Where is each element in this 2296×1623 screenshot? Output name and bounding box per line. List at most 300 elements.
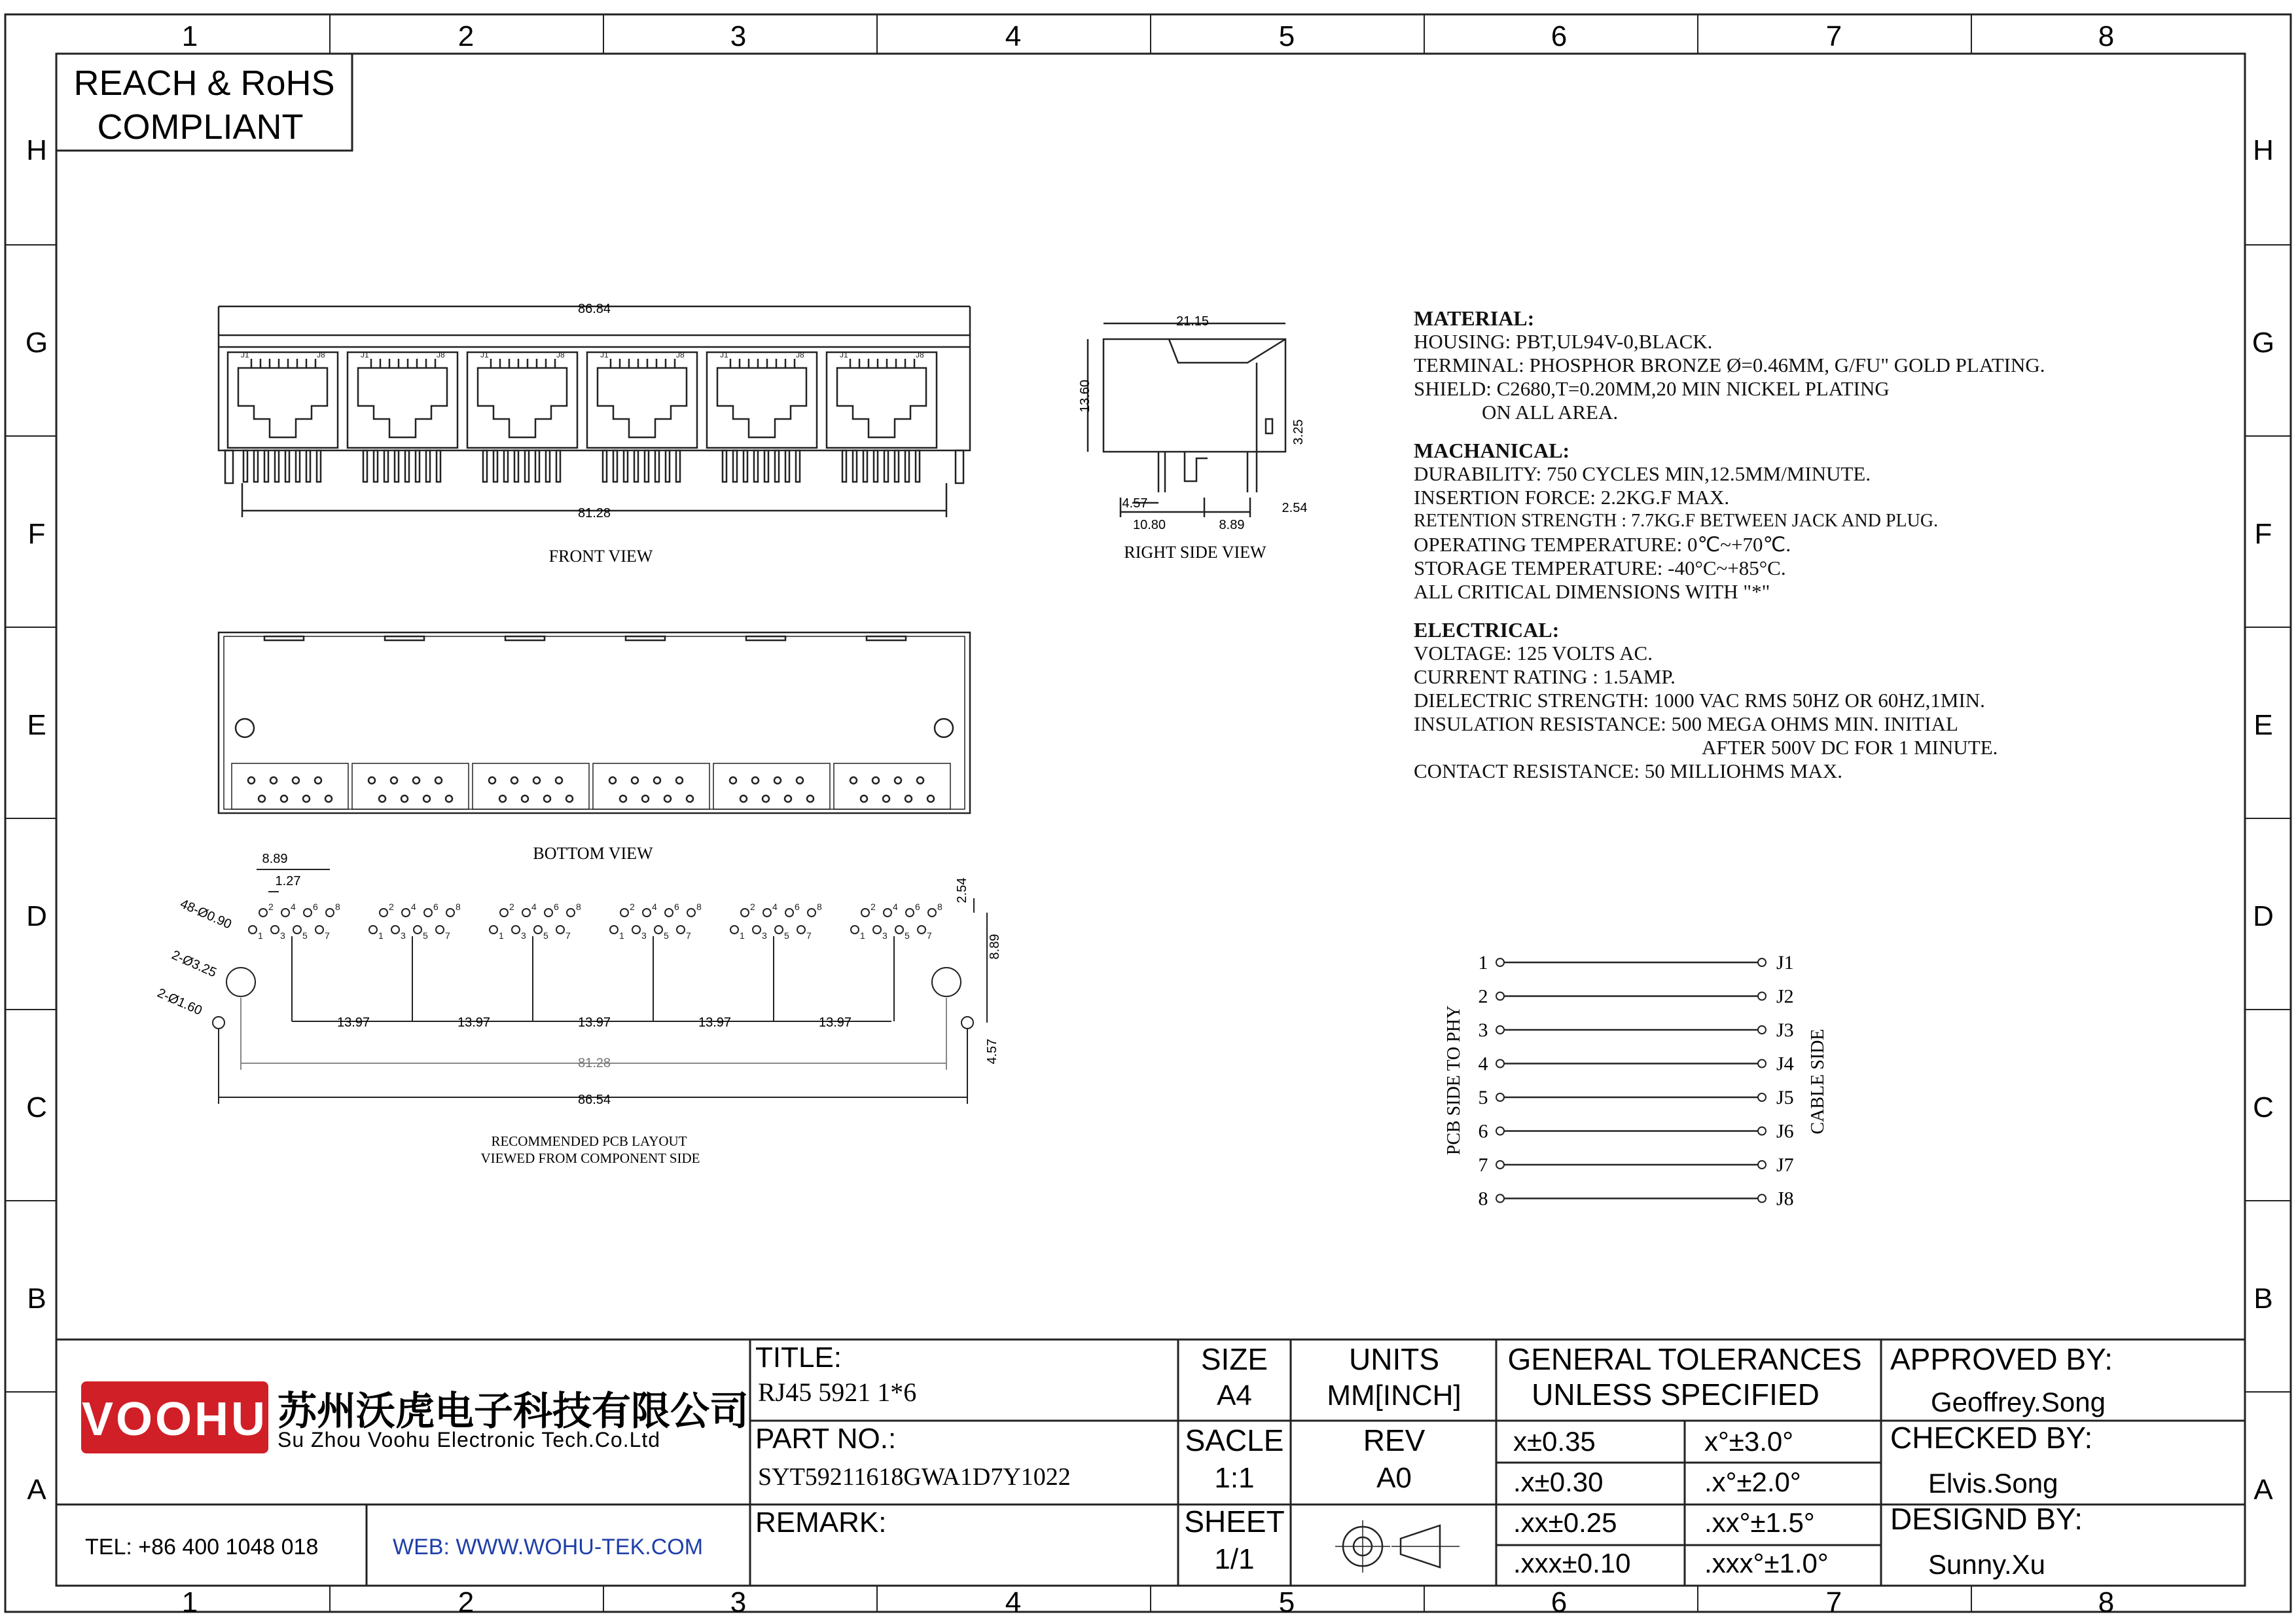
mechanical-line: RETENTION STRENGTH : 7.7KG.F BETWEEN JACK AND PLUG. bbox=[1414, 511, 1939, 531]
wire-jack-label: J2 bbox=[1776, 985, 1794, 1008]
port-label-j1: J1 bbox=[361, 350, 369, 359]
pcb-pin-number: 1 bbox=[619, 930, 624, 941]
pcb-hole bbox=[512, 926, 520, 934]
pin-leg bbox=[395, 450, 399, 482]
pin-leg bbox=[655, 450, 659, 482]
wiring-right-label: CABLE SIDE bbox=[1808, 1029, 1828, 1135]
pcb-hole bbox=[414, 926, 422, 934]
wire-terminal-left bbox=[1496, 1127, 1504, 1135]
wire-pin-number: 5 bbox=[1478, 1087, 1488, 1108]
title-label: TITLE: bbox=[755, 1341, 842, 1374]
electrical-line: CURRENT RATING : 1.5AMP. bbox=[1414, 665, 1676, 688]
zone-row-label-left: F bbox=[27, 518, 46, 550]
pin-leg bbox=[384, 450, 388, 482]
zone-col-label-top: 5 bbox=[1278, 20, 1295, 52]
front-port bbox=[707, 352, 817, 448]
wire-terminal-left bbox=[1496, 1026, 1504, 1034]
side-1080-dim: 10.80 bbox=[1132, 518, 1166, 532]
scale-label: SACLE bbox=[1185, 1423, 1284, 1457]
part-label: PART NO.: bbox=[755, 1423, 897, 1455]
pcb-hole bbox=[271, 926, 279, 934]
pin-leg bbox=[723, 450, 726, 482]
pcb-hole bbox=[741, 909, 749, 917]
pcb-457-dim: 4.57 bbox=[985, 1038, 999, 1065]
pcb-pin-number: 5 bbox=[905, 930, 910, 941]
pcb-pin-number: 8 bbox=[456, 902, 461, 912]
pcb-hole bbox=[391, 926, 399, 934]
pin-leg bbox=[645, 450, 649, 482]
zone-row-label-left: C bbox=[26, 1091, 47, 1123]
pin-leg bbox=[895, 450, 899, 482]
bottom-pin bbox=[905, 795, 912, 802]
side-325-dim: 3.25 bbox=[1291, 419, 1306, 445]
pcb-pin-number: 3 bbox=[401, 930, 406, 941]
approved-label: APPROVED BY: bbox=[1890, 1342, 2113, 1376]
pcb-hole3-label: 2-Ø1.60 bbox=[154, 985, 204, 1019]
pin-leg bbox=[785, 450, 789, 482]
pin-leg bbox=[853, 450, 857, 482]
bottom-pin bbox=[391, 777, 397, 784]
pcb-pin-number: 8 bbox=[696, 902, 702, 912]
tol-label-1: GENERAL TOLERANCES bbox=[1507, 1342, 1862, 1376]
pcb-pin-number: 7 bbox=[565, 930, 571, 941]
electrical-section bbox=[1414, 618, 2199, 783]
pcb-pin-number: 4 bbox=[772, 902, 778, 912]
bottom-pin bbox=[499, 795, 506, 802]
tolerance-linear: .xx±0.25 bbox=[1513, 1507, 1617, 1538]
pin-leg bbox=[317, 450, 321, 482]
pin-leg bbox=[754, 450, 758, 482]
mechanical-line: DURABILITY: 750 CYCLES MIN,12.5MM/MINUTE. bbox=[1414, 462, 1871, 485]
bottom-pin bbox=[632, 777, 638, 784]
bottom-pin bbox=[752, 777, 759, 784]
pin-leg bbox=[426, 450, 430, 482]
bottom-pin bbox=[435, 777, 442, 784]
port-label-j1: J1 bbox=[840, 350, 848, 359]
wire-terminal-left bbox=[1496, 1161, 1504, 1169]
bottom-view bbox=[219, 632, 970, 813]
port-label-j8: J8 bbox=[796, 350, 804, 359]
zone-row-label-right: F bbox=[2254, 518, 2272, 550]
right-side-view-label: RIGHT SIDE VIEW bbox=[1124, 543, 1266, 562]
zone-row-label-right: A bbox=[2253, 1474, 2273, 1506]
zone-row-label-left: D bbox=[26, 900, 47, 932]
bottom-pin bbox=[533, 777, 540, 784]
pin-leg bbox=[254, 450, 258, 482]
pcb-hole bbox=[545, 909, 552, 917]
title-value: RJ45 5921 1*6 bbox=[758, 1377, 917, 1407]
pcb-hole bbox=[895, 926, 903, 934]
rev-value: A0 bbox=[1376, 1462, 1412, 1494]
pin-leg bbox=[634, 450, 638, 482]
pin-leg bbox=[504, 450, 508, 482]
pcb-pin-number: 4 bbox=[291, 902, 296, 912]
pcb-hole2-label: 2-Ø3.25 bbox=[169, 947, 219, 981]
shield-leg bbox=[225, 450, 233, 483]
zone-col-label-bottom: 7 bbox=[1825, 1586, 1842, 1618]
pcb-hole bbox=[753, 926, 761, 934]
pin-leg bbox=[416, 450, 420, 482]
pcb-hole bbox=[249, 926, 257, 934]
tolerance-angular: .xx°±1.5° bbox=[1704, 1507, 1815, 1538]
wire-terminal-right bbox=[1758, 1127, 1766, 1135]
size-label: SIZE bbox=[1200, 1342, 1268, 1376]
front-width-dim: 86.84 bbox=[577, 302, 611, 316]
pin-leg bbox=[666, 450, 670, 482]
pin-leg bbox=[493, 450, 497, 482]
port-label-j8: J8 bbox=[676, 350, 685, 359]
zone-row-label-right: G bbox=[2251, 327, 2275, 359]
zone-col-label-top: 1 bbox=[181, 20, 198, 52]
wire-jack-label: J3 bbox=[1776, 1019, 1794, 1041]
bottom-pin bbox=[807, 795, 814, 802]
tolerance-angular: .x°±2.0° bbox=[1704, 1467, 1801, 1497]
electrical-line: AFTER 500V DC FOR 1 MINUTE. bbox=[1702, 736, 1998, 759]
wire-pin-number: 2 bbox=[1478, 985, 1488, 1008]
zone-row-label-right: H bbox=[2253, 134, 2274, 166]
pcb-pin-number: 1 bbox=[378, 930, 384, 941]
pcb-pin-number: 3 bbox=[641, 930, 647, 941]
wiring-left-label: PCB SIDE TO PHY bbox=[1444, 1005, 1464, 1156]
bottom-view-label: BOTTOM VIEW bbox=[533, 844, 653, 863]
approved-value: Geoffrey.Song bbox=[1931, 1387, 2106, 1417]
port-label-j1: J1 bbox=[600, 350, 609, 359]
pin-leg bbox=[514, 450, 518, 482]
pcb-hole bbox=[281, 909, 289, 917]
pin-leg bbox=[796, 450, 800, 482]
zone-col-label-bottom: 5 bbox=[1278, 1586, 1295, 1618]
pcb-hole bbox=[293, 926, 301, 934]
pcb-1397-dim-1: 13.97 bbox=[336, 1015, 370, 1030]
pcb-pin-number: 4 bbox=[411, 902, 416, 912]
pcb-pin-number: 2 bbox=[389, 902, 394, 912]
pin-leg bbox=[744, 450, 747, 482]
company-cn: 苏州沃虎电子科技有限公司 bbox=[278, 1389, 749, 1433]
pcb-hole bbox=[873, 926, 881, 934]
bottom-pin bbox=[511, 777, 518, 784]
zone-col-label-bottom: 8 bbox=[2098, 1586, 2115, 1618]
pcb-pin-number: 8 bbox=[817, 902, 822, 912]
pcb-hole bbox=[775, 926, 783, 934]
pcb-pin-number: 8 bbox=[576, 902, 581, 912]
zone-row-label-right: E bbox=[2253, 709, 2273, 741]
zone-row-label-right: C bbox=[2253, 1091, 2274, 1123]
pcb-pin-number: 7 bbox=[927, 930, 932, 941]
port-label-j1: J1 bbox=[720, 350, 728, 359]
bottom-pin bbox=[895, 777, 901, 784]
pcb-pin-number: 2 bbox=[750, 902, 755, 912]
bottom-pin bbox=[872, 777, 879, 784]
pin-leg bbox=[764, 450, 768, 482]
pin-leg bbox=[405, 450, 409, 482]
tolerance-linear: .x±0.30 bbox=[1513, 1467, 1604, 1497]
wire-pin-number: 6 bbox=[1478, 1120, 1488, 1142]
pcb-254-dim: 2.54 bbox=[955, 877, 969, 903]
port-label-j1: J1 bbox=[480, 350, 489, 359]
pcb-hole bbox=[556, 926, 564, 934]
pin-leg bbox=[884, 450, 888, 482]
bottom-pin bbox=[446, 795, 452, 802]
material-heading: MATERIAL: bbox=[1414, 306, 1535, 330]
pin-field bbox=[593, 763, 709, 809]
electrical-line: DIELECTRIC STRENGTH: 1000 VAC RMS 50HZ OR 60HZ,1MIN. bbox=[1414, 689, 1985, 712]
web-link[interactable]: WEB: WWW.WOHU-TEK.COM bbox=[393, 1535, 704, 1559]
wire-terminal-right bbox=[1758, 1195, 1766, 1203]
zone-col-label-bottom: 1 bbox=[181, 1586, 198, 1618]
pcb-pin-number: 2 bbox=[870, 902, 876, 912]
right-side-view bbox=[1088, 323, 1285, 517]
zone-col-label-top: 7 bbox=[1825, 20, 1842, 52]
wire-jack-label: J7 bbox=[1776, 1154, 1794, 1176]
pcb-hole bbox=[304, 909, 312, 917]
pcb-pin-number: 3 bbox=[762, 930, 767, 941]
side-889-dim: 8.89 bbox=[1219, 518, 1245, 532]
pin-field bbox=[352, 763, 469, 809]
pcb-hole bbox=[884, 909, 891, 917]
pcb-mount-hole bbox=[932, 968, 961, 996]
pcb-hole bbox=[259, 909, 267, 917]
zone-col-label-bottom: 3 bbox=[730, 1586, 747, 1618]
wire-terminal-right bbox=[1758, 1161, 1766, 1169]
side-254-dim: 2.54 bbox=[1282, 501, 1308, 515]
material-section bbox=[1414, 306, 2199, 424]
bottom-pin bbox=[489, 777, 495, 784]
pcb-pin-number: 7 bbox=[445, 930, 450, 941]
shield-leg bbox=[956, 450, 963, 483]
designed-value: Sunny.Xu bbox=[1928, 1549, 2046, 1580]
scale-value: 1:1 bbox=[1214, 1462, 1255, 1494]
pcb-pin-number: 7 bbox=[325, 930, 330, 941]
wire-jack-label: J4 bbox=[1776, 1053, 1794, 1075]
wire-terminal-left bbox=[1496, 1195, 1504, 1203]
pcb-1397-dim-4: 13.97 bbox=[698, 1015, 732, 1030]
latch-slot bbox=[746, 636, 785, 640]
pcb-hole bbox=[906, 909, 914, 917]
pin-leg bbox=[613, 450, 617, 482]
port-opening bbox=[478, 368, 567, 437]
latch-slot bbox=[626, 636, 665, 640]
wire-terminal-right bbox=[1758, 993, 1766, 1000]
electrical-line: INSULATION RESISTANCE: 500 MEGA OHMS MIN. INITIAL bbox=[1414, 712, 1958, 735]
pin-leg bbox=[437, 450, 440, 482]
pin-leg bbox=[285, 450, 289, 482]
front-port bbox=[827, 352, 937, 448]
zone-col-label-top: 2 bbox=[457, 20, 475, 52]
pcb-hole bbox=[326, 909, 334, 917]
bottom-pin bbox=[544, 795, 550, 802]
port-opening bbox=[598, 368, 687, 437]
pcb-pin-number: 2 bbox=[630, 902, 635, 912]
bottom-pin bbox=[609, 777, 616, 784]
bottom-pin bbox=[797, 777, 803, 784]
pcb-pin-number: 1 bbox=[258, 930, 263, 941]
wire-terminal-right bbox=[1758, 1026, 1766, 1034]
pin-leg bbox=[243, 450, 247, 482]
bottom-pin bbox=[281, 795, 287, 802]
tolerance-angular: x°±3.0° bbox=[1704, 1426, 1794, 1457]
checked-value: Elvis.Song bbox=[1928, 1468, 2058, 1499]
pcb-hole bbox=[851, 926, 859, 934]
pin-leg bbox=[374, 450, 378, 482]
bottom-pin bbox=[654, 777, 660, 784]
pcb-locating-hole bbox=[961, 1017, 973, 1029]
pin-field bbox=[232, 763, 348, 809]
mechanical-line: ALL CRITICAL DIMENSIONS WITH "*" bbox=[1414, 580, 1770, 603]
wire-pin-number: 8 bbox=[1478, 1188, 1488, 1210]
bottom-pin bbox=[413, 777, 420, 784]
pcb-pin-number: 5 bbox=[664, 930, 669, 941]
pcb-mount-hole bbox=[226, 968, 255, 996]
wire-terminal-left bbox=[1496, 1060, 1504, 1068]
pcb-889v-dim: 8.89 bbox=[988, 934, 1002, 960]
pcb-pin-number: 3 bbox=[280, 930, 285, 941]
pcb-hole bbox=[402, 909, 410, 917]
bottom-pin bbox=[401, 795, 408, 802]
pcb-1397-dim-3: 13.97 bbox=[577, 1015, 611, 1030]
zone-col-label-bottom: 6 bbox=[1551, 1586, 1568, 1618]
pcb-pin-number: 6 bbox=[433, 902, 439, 912]
tel-text: TEL: +86 400 1048 018 bbox=[85, 1535, 319, 1559]
mechanical-heading: MACHANICAL: bbox=[1414, 439, 1570, 462]
pcb-8128-dim: 81.28 bbox=[577, 1056, 611, 1070]
bottom-pin bbox=[248, 777, 255, 784]
zone-row-label-right: B bbox=[2253, 1283, 2273, 1315]
wire-terminal-left bbox=[1496, 993, 1504, 1000]
pcb-hole bbox=[500, 909, 508, 917]
side-depth-dim: 21.15 bbox=[1175, 314, 1210, 329]
pcb-hole bbox=[380, 909, 387, 917]
mechanical-section bbox=[1414, 439, 2199, 604]
port-opening bbox=[717, 368, 806, 437]
mechanical-line: STORAGE TEMPERATURE: -40°C~+85°C. bbox=[1414, 556, 1786, 579]
wire-jack-label: J6 bbox=[1776, 1120, 1794, 1142]
zone-row-label-left: A bbox=[27, 1474, 46, 1506]
pin-leg bbox=[556, 450, 560, 482]
wire-terminal-right bbox=[1758, 1060, 1766, 1068]
latch-slot bbox=[385, 636, 424, 640]
pin-leg bbox=[546, 450, 550, 482]
bottom-pin bbox=[740, 795, 747, 802]
pcb-hole bbox=[620, 909, 628, 917]
pin-leg bbox=[916, 450, 920, 482]
tolerance-linear: .xxx±0.10 bbox=[1513, 1548, 1631, 1578]
zone-col-label-top: 8 bbox=[2098, 20, 2115, 52]
pcb-hole bbox=[861, 909, 869, 917]
port-label-j8: J8 bbox=[437, 350, 445, 359]
material-line: TERMINAL: PHOSPHOR BRONZE Ø=0.46MM, G/FU" GOLD PLATING. bbox=[1414, 354, 2045, 376]
zone-col-label-bottom: 4 bbox=[1005, 1586, 1022, 1618]
pin-leg bbox=[863, 450, 867, 482]
units-label: UNITS bbox=[1349, 1342, 1439, 1376]
sheet-label: SHEET bbox=[1184, 1504, 1285, 1539]
wire-terminal-left bbox=[1496, 958, 1504, 966]
wire-terminal-right bbox=[1758, 958, 1766, 966]
pcb-pin-number: 6 bbox=[674, 902, 679, 912]
pcb-hole bbox=[730, 926, 738, 934]
compliance-line1: REACH & RoHS bbox=[73, 64, 335, 103]
pcb-pin-number: 2 bbox=[509, 902, 514, 912]
bottom-pin bbox=[785, 795, 791, 802]
port-label-j8: J8 bbox=[317, 350, 325, 359]
port-opening bbox=[837, 368, 926, 437]
bottom-pin bbox=[927, 795, 934, 802]
pcb-hole bbox=[522, 909, 530, 917]
compliance-line2: COMPLIANT bbox=[97, 107, 304, 147]
pin-leg bbox=[296, 450, 300, 482]
zone-row-label-left: G bbox=[25, 327, 48, 359]
zone-col-label-top: 6 bbox=[1551, 20, 1568, 52]
pin-leg bbox=[275, 450, 279, 482]
pin-leg bbox=[874, 450, 878, 482]
pcb-hole bbox=[315, 926, 323, 934]
wire-jack-label: J5 bbox=[1776, 1087, 1794, 1108]
pcb-hole bbox=[918, 926, 925, 934]
pcb-1397-dim-5: 13.97 bbox=[818, 1015, 852, 1030]
pin-leg bbox=[676, 450, 680, 482]
pcb-pin-number: 8 bbox=[937, 902, 942, 912]
part-value: SYT59211618GWA1D7Y1022 bbox=[758, 1463, 1071, 1491]
pcb-8654-dim: 86.54 bbox=[577, 1093, 611, 1107]
pcb-pin-number: 5 bbox=[543, 930, 548, 941]
material-line: SHIELD: C2680,T=0.20MM,20 MIN NICKEL PLATING bbox=[1414, 377, 1890, 400]
wire-pin-number: 7 bbox=[1478, 1154, 1488, 1176]
pcb-hole bbox=[610, 926, 618, 934]
bottom-pin bbox=[917, 777, 924, 784]
pin-leg bbox=[905, 450, 909, 482]
pcb-hole bbox=[665, 909, 673, 917]
pin-leg bbox=[842, 450, 846, 482]
pin-field bbox=[834, 763, 950, 809]
pcb-pin-number: 8 bbox=[335, 902, 340, 912]
port-label-j8: J8 bbox=[556, 350, 565, 359]
side-height-dim: 13.60 bbox=[1078, 379, 1092, 413]
pcb-hole bbox=[446, 909, 454, 917]
remark-label: REMARK: bbox=[755, 1506, 887, 1539]
zone-row-label-left: B bbox=[27, 1283, 46, 1315]
pin-leg bbox=[624, 450, 628, 482]
pcb-pin-number: 5 bbox=[784, 930, 789, 941]
pcb-hole bbox=[687, 909, 695, 917]
bottom-pin bbox=[620, 795, 626, 802]
pin-field bbox=[713, 763, 830, 809]
pcb-pin-number: 4 bbox=[531, 902, 537, 912]
bottom-pin bbox=[664, 795, 671, 802]
bottom-pin bbox=[423, 795, 430, 802]
pcb-hole bbox=[490, 926, 497, 934]
pcb-889-dim: 8.89 bbox=[262, 852, 288, 866]
pin-leg bbox=[733, 450, 737, 482]
tolerance-angular: .xxx°±1.0° bbox=[1704, 1548, 1829, 1578]
size-value: A4 bbox=[1217, 1379, 1252, 1412]
pcb-pin-number: 4 bbox=[652, 902, 657, 912]
bottom-pin bbox=[883, 795, 889, 802]
wire-pin-number: 4 bbox=[1478, 1053, 1488, 1075]
wire-jack-label: J1 bbox=[1776, 952, 1794, 974]
pcb-hole bbox=[643, 909, 651, 917]
pcb-127-dim: 1.27 bbox=[275, 874, 301, 888]
front-port bbox=[348, 352, 457, 448]
designed-label: DESIGND BY: bbox=[1890, 1502, 2083, 1536]
wiring-diagram bbox=[1479, 952, 1794, 1210]
pcb-pin-number: 6 bbox=[313, 902, 318, 912]
title-block-grid bbox=[56, 1340, 2245, 1586]
pcb-hole1-label: 48-Ø0.90 bbox=[177, 896, 234, 932]
bottom-pin bbox=[861, 795, 867, 802]
bottom-pin bbox=[259, 795, 265, 802]
pcb-hole bbox=[632, 926, 640, 934]
electrical-line: CONTACT RESISTANCE: 50 MILLIOHMS MAX. bbox=[1414, 759, 1842, 782]
port-opening bbox=[358, 368, 447, 437]
